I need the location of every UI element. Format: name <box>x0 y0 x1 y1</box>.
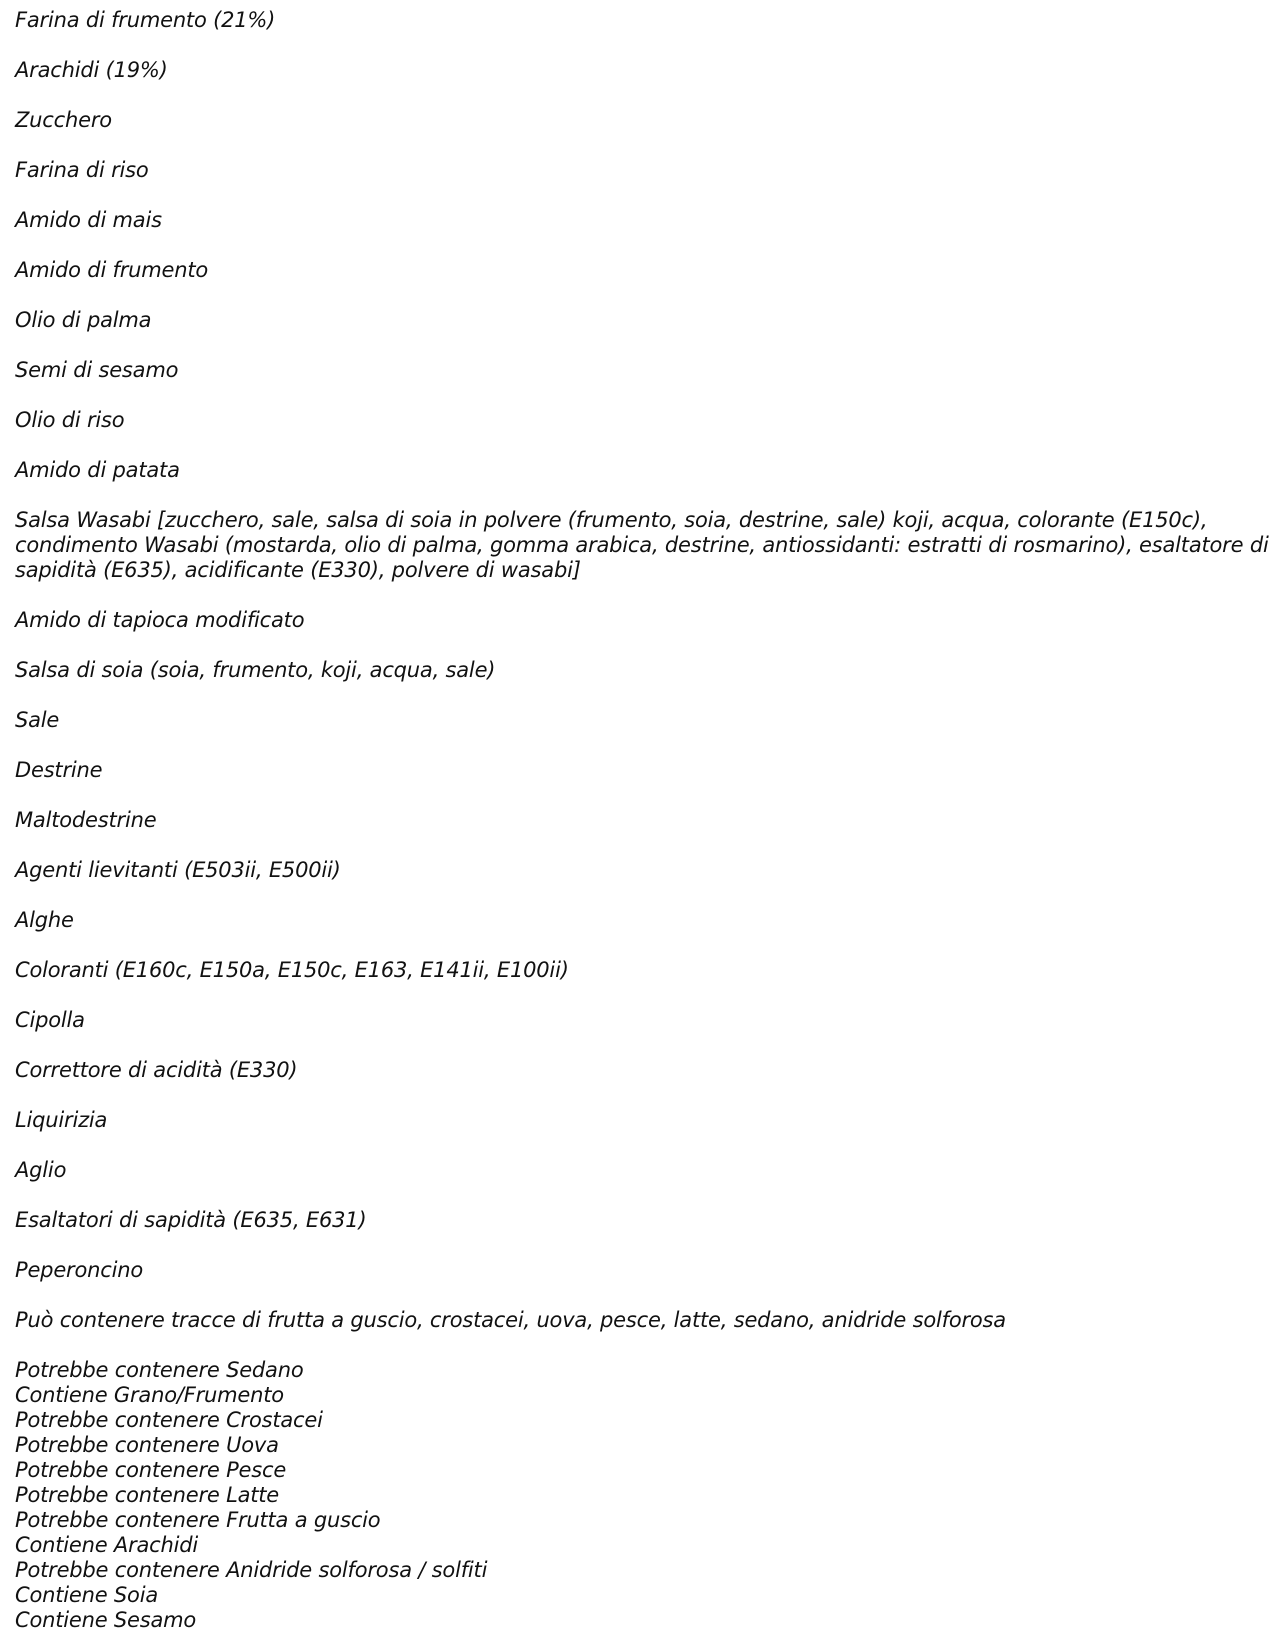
ingredient-item: Amido di frumento <box>15 258 209 282</box>
allergen-item: Potrebbe contenere Frutta a guscio <box>15 1508 381 1532</box>
ingredient-item: Agenti lievitanti (E503ii, E500ii) <box>15 858 341 882</box>
ingredient-list <box>15 8 1270 1333</box>
allergen-item: Contiene Arachidi <box>15 1533 199 1557</box>
ingredient-item: Olio di riso <box>15 408 125 432</box>
ingredient-item: Arachidi (19%) <box>15 58 168 82</box>
allergen-item: Potrebbe contenere Latte <box>15 1483 280 1507</box>
ingredient-item: Amido di patata <box>15 458 180 482</box>
ingredient-item: Correttore di acidità (E330) <box>15 1058 298 1082</box>
ingredient-item: Esaltatori di sapidità (E635, E631) <box>15 1208 367 1232</box>
allergen-item: Contiene Sesamo <box>15 1608 197 1632</box>
ingredient-item: Destrine <box>15 758 103 782</box>
allergen-item: Potrebbe contenere Anidride solforosa / solfiti <box>15 1558 488 1582</box>
ingredient-item-wasabi-sauce: Salsa Wasabi [zucchero, sale, salsa di soia in polvere (frumento, soia, destrine, sale) koji, acqua, colorante (E150c), condimento Wasabi (mostarda, olio di palma, gomma arabica, destrine, antiossidanti: estratti di rosmarino), esaltatore di sapidità (E635), acidificante (E330), polvere di wasabi] <box>15 508 1269 582</box>
ingredient-item: Aglio <box>15 1158 67 1182</box>
ingredient-item: Amido di mais <box>15 208 162 232</box>
ingredient-item: Coloranti (E160c, E150a, E150c, E163, E141ii, E100ii) <box>15 958 569 982</box>
ingredient-item: Liquirizia <box>15 1108 108 1132</box>
traces-warning: Può contenere tracce di frutta a guscio, crostacei, uova, pesce, latte, sedano, anidride solforosa <box>15 1308 1006 1332</box>
ingredient-item: Olio di palma <box>15 308 152 332</box>
allergen-item: Contiene Grano/Frumento <box>15 1383 284 1407</box>
ingredient-item: Farina di riso <box>15 158 149 182</box>
ingredient-item: Amido di tapioca modificato <box>15 608 305 632</box>
ingredient-item: Semi di sesamo <box>15 358 179 382</box>
ingredient-item: Zucchero <box>15 108 112 132</box>
allergen-list <box>15 1358 1270 1633</box>
ingredient-item: Sale <box>15 708 60 732</box>
allergen-item: Potrebbe contenere Pesce <box>15 1458 287 1482</box>
ingredients-document <box>15 8 1270 1633</box>
allergen-item: Potrebbe contenere Uova <box>15 1433 279 1457</box>
ingredient-item: Cipolla <box>15 1008 85 1032</box>
ingredient-item: Maltodestrine <box>15 808 157 832</box>
allergen-item: Contiene Soia <box>15 1583 158 1607</box>
allergen-item: Potrebbe contenere Crostacei <box>15 1408 323 1432</box>
ingredient-item: Salsa di soia (soia, frumento, koji, acqua, sale) <box>15 658 496 682</box>
allergen-item: Potrebbe contenere Sedano <box>15 1358 304 1382</box>
ingredient-item: Farina di frumento (21%) <box>15 8 276 32</box>
ingredient-item: Alghe <box>15 908 74 932</box>
ingredient-item: Peperoncino <box>15 1258 143 1282</box>
